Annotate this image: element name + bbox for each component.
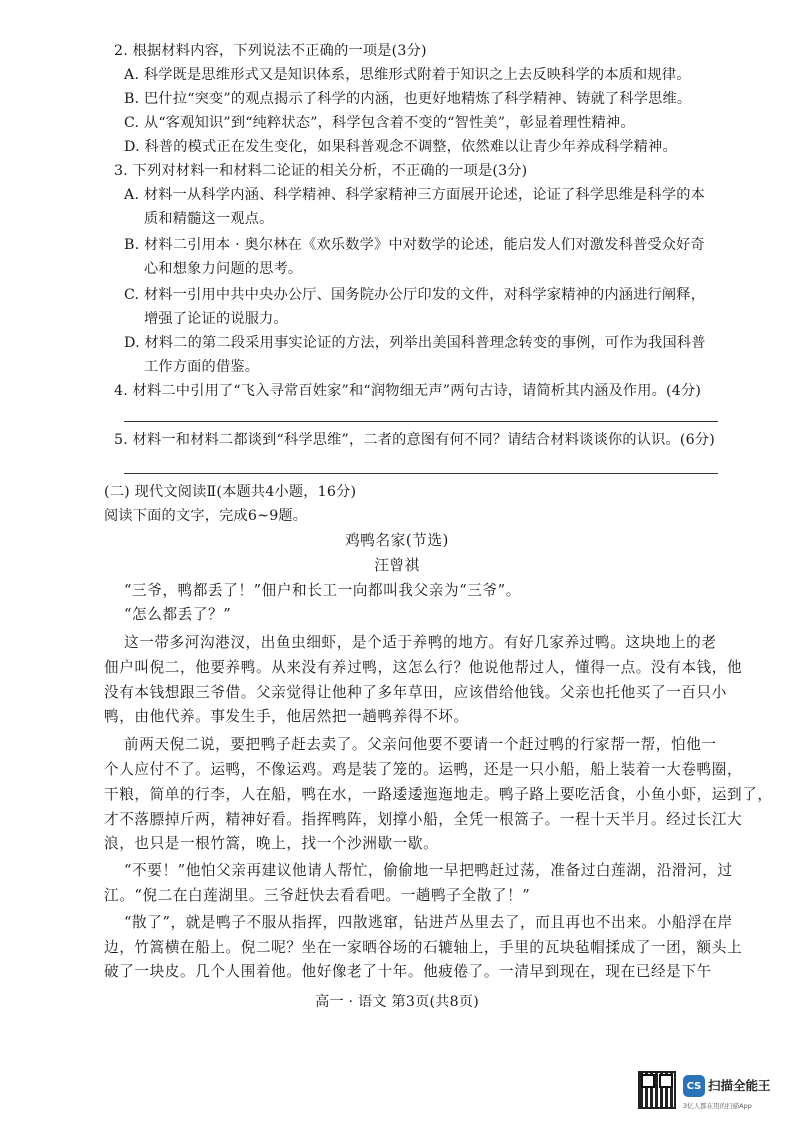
q3-option-b-line1: B. 材料二引用本 · 奥尔林在《欢乐数学》中对数学的论述，能启发人们对激发科普受众好奇 [124, 237, 705, 253]
passage-title: 鸡鸭名家(节选) [345, 532, 449, 549]
scanner-app-title: 扫描全能王 [708, 1078, 771, 1093]
passage-line: 干粮，简单的行李，人在船，鸭在水，一路逶逶迤迤地走。鸭子路上要吃活食，小鱼小虾，运到了， [104, 786, 773, 803]
q3-option-d-line2: 工作方面的借鉴。 [144, 359, 260, 375]
q2-option-c: C. 从“客观知识”到“纯粹状态”，科学包含着不变的“智性美”，彰显着理性精神。 [124, 115, 635, 131]
q2-stem: 2. 根据材料内容，下列说法不正确的一项是(3分) [114, 43, 427, 59]
q5-stem: 5. 材料一和材料二都谈到“科学思维”，二者的意图有何不同？请结合材料谈谈你的认识。(6分) [114, 432, 715, 448]
q3-option-b-line2: 心和想象力问题的思考。 [144, 261, 303, 277]
q2-option-b: B. 巴什拉“突变”的观点揭示了科学的内涵，也更好地精炼了科学精神、铸就了科学思维。 [124, 91, 692, 107]
passage-line: 这一带多河沟港汊，出鱼虫细虾，是个适于养鸭的地方。有好几家养过鸭。这块地上的老 [124, 634, 717, 651]
q4-stem: 4. 材料二中引用了“飞入寻常百姓家”和“润物细无声”两句古诗，请简析其内涵及作用。(4分) [114, 383, 702, 399]
passage-line: 浪，也只是一根竹篙，晚上，找一个沙洲歇一歇。 [104, 835, 439, 852]
q2-option-d: D. 科普的模式正在发生变化，如果科普观念不调整，依然难以让青少年养成科学精神。 [124, 139, 677, 155]
passage-line: “三爷，鸭都丢了！”佃户和长工一向都叫我父亲为“三爷”。 [124, 582, 521, 599]
scanner-app-subtitle: 3亿人都在用的扫描App [683, 1102, 752, 1110]
q2-option-a: A. 科学既是思维形式又是知识体系，思维形式附着于知识之上去反映科学的本质和规律。 [124, 67, 691, 83]
passage-line: 鸭，由他代养。事发生手，他居然把一趟鸭养得不坏。 [104, 708, 469, 725]
passage-line: 佃户叫倪二，他要养鸭。从来没有养过鸭，这怎么行？他说他帮过人，懂得一点。没有本钱，他 [104, 659, 743, 676]
passage-line: 没有本钱想跟三爷借。父亲觉得让他种了多年草田，应该借给他钱。父亲也托他买了一百只小 [104, 684, 727, 701]
passage-line: “不要！”他怕父亲再建议他请人帮忙，偷偷地一早把鸭赶过荡，准备过白莲湖，沿滑河，过 [124, 862, 733, 879]
section-instruction: 阅读下面的文字，完成6~9题。 [104, 508, 308, 524]
passage-line: 前两天倪二说，要把鸭子赶去卖了。父亲问他要不要请一个赶过鸭的行家帮一帮，怕他一 [124, 736, 717, 753]
passage-line: “散了”，就是鸭子不服从指挥，四散逃窜，钻进芦丛里去了，而且再也不出来。小船浮在岸 [124, 914, 733, 931]
passage-line: 才不落膘掉斤两，精神好看。指挥鸭阵，划撑小船，全凭一根篙子。一程十天半月。经过长江大 [104, 811, 743, 828]
page-footer: 高一 · 语文 第3页(共8页) [315, 994, 479, 1010]
q5-answer-line [124, 473, 718, 474]
q3-option-a-line1: A. 材料一从科学内涵、科学精神、科学家精神三方面展开论述，论证了科学思维是科学的本 [124, 187, 705, 203]
section-heading: (二) 现代文阅读Ⅱ(本题共4小题，16分) [104, 484, 357, 500]
q3-option-a-line2: 质和精髓这一观点。 [144, 211, 274, 227]
passage-line: 个人应付不了。运鸭，不像运鸡。鸡是装了笼的。运鸭，还是一只小船，船上装着一大卷鸭圈， [104, 761, 743, 778]
q3-stem: 3. 下列对材料一和材料二论证的相关分析，不正确的一项是(3分) [114, 163, 528, 179]
passage-line: 江。“倪二在白莲湖里。三爷赶快去看看吧。一趟鸭子全散了！” [104, 887, 531, 904]
camscanner-logo-icon: CS [683, 1075, 705, 1097]
passage-line: 边，竹篙横在船上。倪二呢？坐在一家晒谷场的石辘轴上，手里的瓦块毡帽揉成了一团，额头上 [104, 939, 743, 956]
passage-line: 破了一块皮。几个人围着他。他好像老了十年。他疲倦了。一清早到现在，现在已经是下午 [104, 963, 712, 980]
q3-option-c-line2: 增强了论证的说服力。 [144, 311, 288, 327]
passage-line: “怎么都丢了？” [124, 606, 232, 623]
qr-code-icon [638, 1071, 676, 1109]
q3-option-c-line1: C. 材料一引用中共中央办公厅、国务院办公厅印发的文件，对科学家精神的内涵进行阐释， [124, 287, 706, 303]
passage-author: 汪曾祺 [374, 557, 420, 574]
q4-answer-line [124, 421, 718, 422]
q3-option-d-line1: D. 材料二的第二段采用事实论证的方法，列举出美国科普理念转变的事例，可作为我国科普 [124, 335, 706, 351]
